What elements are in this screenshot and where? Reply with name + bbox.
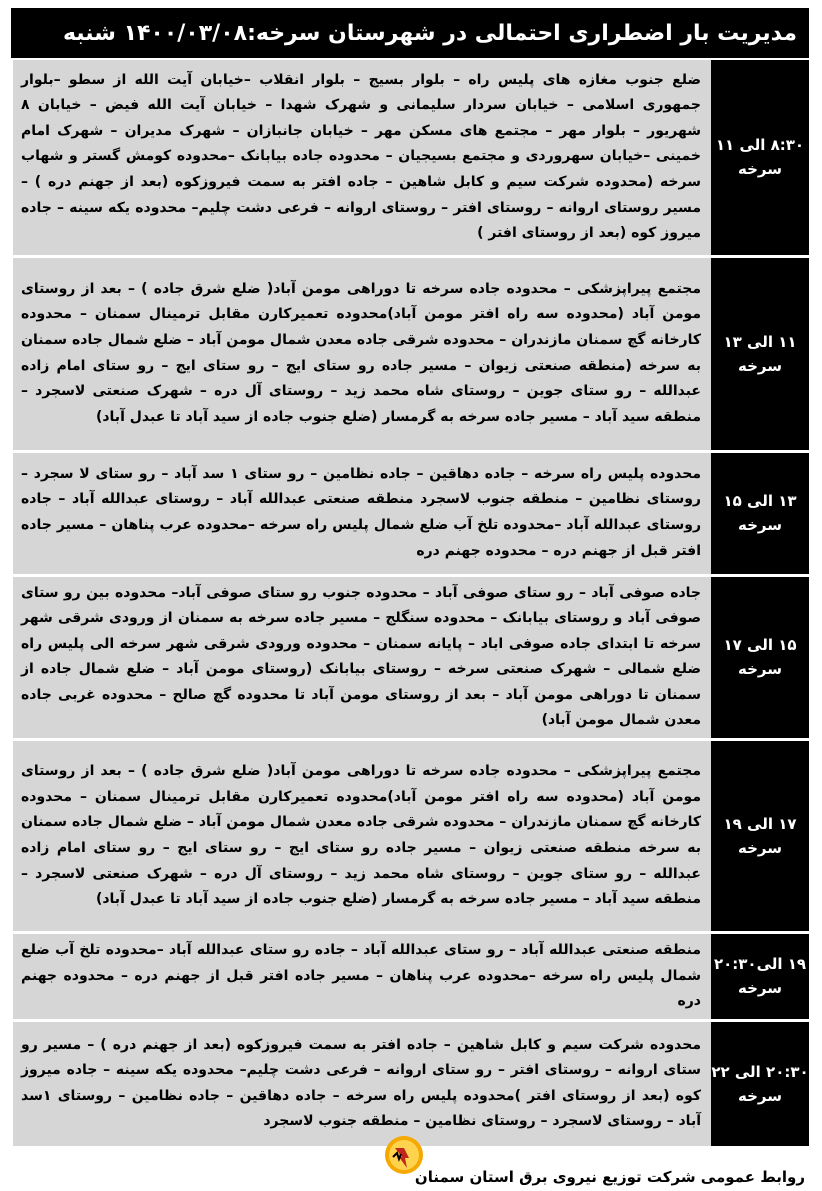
table-row xyxy=(12,60,809,256)
time-cell xyxy=(711,740,809,933)
place-label: سرخه xyxy=(738,516,782,534)
areas-cell: جاده صوفی آباد – رو ستای صوفی آباد – محدوده جنوب رو ستای صوفی آباد– محدوده بین رو ستای صوفی آباد و روستای بیابانک – محدوده سنگلج – مسیر جاده سرخه به سمنان از ورودی شرقی شهر سرخه تا ابتدای جاده صوفی اباد – پایانه سمنان – محدوده ورودی شرقی شهر سرخه الی پلیس راه ضلع شمالی – شهرک صنعتی سرخه – روستای بیابانک (روستای مومن آباد – ضلع شمال جاده از سمنان تا دوراهی مومن آباد – بعد از روستای مومن آباد تا محدوده گچ صالح – محدوده غربی جاده معدن شمال مومن آباد) xyxy=(12,575,711,740)
footer xyxy=(11,1128,809,1188)
time-range: ۸:۳۰ الی ۱۱ xyxy=(715,136,805,155)
areas-cell: مجتمع پیراپزشکی – محدوده جاده سرخه تا دوراهی مومن آباد( ضلع شرق جاده ) – بعد از روستای مومن آباد (محدوده سه راه افتر مومن آباد)محدوده تعمیرکارن مقابل ترمینال سمنان – محدوده کارخانه گچ سمنان مازندران – محدوده شرقی جاده معدن شمال مومن آباد – ضلع شمال جاده سمنان به سرخه منطقه صنعتی زیوان – مسیر جاده رو ستای ایج – رو ستای ایج – رو ستای امام زاده عبدالله – رو ستای جوین – روستای شاه محمد زید – روستای آل دره – شهرک صنعتی لاسجرد – منطقه سید آباد – مسیر جاده سرخه به گرمسار (ضلع جنوب جاده از سید آباد تا عبدل آباد) xyxy=(12,740,711,933)
place-label: سرخه xyxy=(738,1086,782,1105)
place-label: سرخه xyxy=(738,160,782,179)
time-range: ۱۵ الی ۱۷ xyxy=(723,636,797,655)
time-range: ۱۱ الی ۱۳ xyxy=(723,332,797,351)
table-row xyxy=(12,933,809,1021)
place-label: سرخه xyxy=(738,356,782,375)
time-cell xyxy=(711,933,809,1021)
areas-cell: منطقه صنعتی عبدالله آباد – رو ستای عبدالله آباد – جاده رو ستای عبدالله آباد –محدوده تلخ آب ضلع شمال پلیس راه سرخه –محدوده عرب پناهان – مسیر جاده افتر قبل از جهنم دره – محدوده جهنم دره xyxy=(12,933,711,1021)
time-cell xyxy=(711,60,809,256)
footer-credit: روابط عمومی شرکت توزیع نیروی برق استان سمنان xyxy=(414,1168,805,1186)
place-label: سرخه xyxy=(738,660,782,679)
time-cell xyxy=(711,451,809,575)
table-row xyxy=(12,740,809,933)
time-range: ۱۳ الی ۱۵ xyxy=(723,492,797,510)
time-cell xyxy=(711,575,809,740)
time-cell xyxy=(711,256,809,451)
page-title: مدیریت بار اضطراری احتمالی در شهرستان سرخه:۱۴۰۰/۰۳/۰۸ شنبه xyxy=(11,8,809,58)
schedule-table xyxy=(11,60,809,1149)
place-label: سرخه xyxy=(738,839,782,858)
time-range: ۱۹ الی۲۰:۳۰ xyxy=(713,955,807,974)
time-range: ۱۷ الی ۱۹ xyxy=(723,815,797,834)
areas-cell: محدوده شرکت سیم و کابل شاهین – جاده افتر به سمت فیروزکوه (بعد از جهنم دره ) – مسیر رو ستای اروانه – روستای افتر – رو ستای اروانه – فرعی دشت چلیم– محدوده یکه سینه – جاده میروز کوه (بعد از روستای افتر )محدوده پلیس راه سرخه – جاده دهاقین – جاده نظامین – روستای ۱سد آباد – روستای لاسجرد – روستای نظامین – منطقه جنوب لاسجرد xyxy=(12,1020,711,1147)
areas-cell: مجتمع پیراپزشکی – محدوده جاده سرخه تا دوراهی مومن آباد( ضلع شرق جاده ) – بعد از روستای مومن آباد (محدوده سه راه افتر مومن آباد)محدوده تعمیرکارن مقابل ترمینال سمنان – محدوده کارخانه گچ سمنان مازندران – محدوده شرقی جاده معدن شمال مومن آباد – ضلع شمال جاده سمنان به سرخه (منطقه صنعتی زیوان – مسیر جاده رو ستای ایج – رو ستای ایج – رو ستای امام زاده عبدالله – رو ستای جوین – روستای شاه محمد زید – روستای آل دره – شهرک صنعتی لاسجرد – منطقه سید آباد – مسیر جاده سرخه به گرمسار (ضلع جنوب جاده از سید آباد تا عبدل آباد) xyxy=(12,256,711,451)
time-range: ۲۰:۳۰ الی ۲۲ xyxy=(711,1062,809,1081)
areas-cell: ضلع جنوب مغازه های پلیس راه – بلوار بسیج – بلوار انقلاب –خیابان آیت الله از سطو –بلوار جمهوری اسلامی – خیابان سردار سلیمانی و شهرک شهدا – خیابان آیت الله فیض – خیابان ۸ شهریور – بلوار مهر – مجتمع های مسکن مهر – خیابان جانبازان – شهرک مدیران – شهرک امام خمینی –خیابان سهروردی و مجتمع بسیجیان – محدوده جاده بیابانک –محدوده کومش گستر و شهاب سرخه (محدوده شرکت سیم و کابل شاهین – جاده افتر به سمت فیروزکوه (بعد از جهنم دره ) – مسیر روستای اروانه – روستای افتر – روستای اروانه – فرعی دشت چلیم– محدوده یکه سینه – جاده میروز کوه (بعد از روستای افتر ) xyxy=(12,60,711,256)
table-row xyxy=(12,451,809,575)
table-row xyxy=(12,575,809,740)
table-row xyxy=(12,256,809,451)
place-label: سرخه xyxy=(738,979,782,998)
areas-cell: محدوده پلیس راه سرخه – جاده دهاقین – جاده نظامین – رو ستای ۱ سد آباد – رو ستای لا سجرد – روستای نظامین – منطقه جنوب لاسجرد منطقه صنعتی عبدالله آباد – روستای عبدالله آباد – جاده روستای عبدالله آباد –محدوده تلخ آب ضلع شمال پلیس راه سرخه –محدوده عرب پناهان – مسیر جاده افتر قبل از جهنم دره – محدوده جهنم دره xyxy=(12,451,711,575)
